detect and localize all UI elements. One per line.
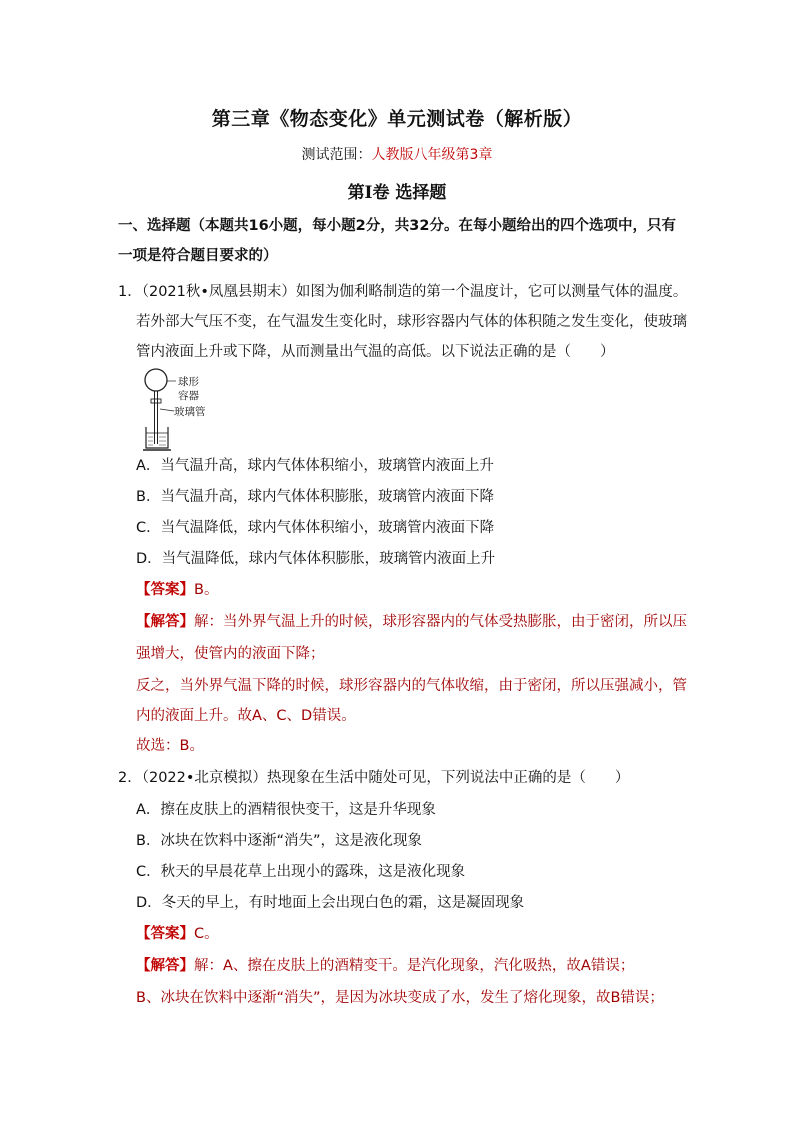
q2-analysis-line-2: B、冰块在饮料中逐渐“消失”，是因为冰块变成了水，发生了熔化现象，故B错误； [136,990,664,1006]
q2-option-a: A．擦在皮肤上的酒精很快变干，这是升华现象 [136,802,436,818]
q2-answer-tag: 【答案】 [136,926,194,942]
q1-analysis-line-2: 强增大，使管内的液面下降； [136,646,325,662]
figure-label-container: 容器 [178,390,199,402]
q2-answer [136,924,219,944]
q1-stem-line-2: 若外部大气压不变，在气温发生变化时，球形容器内气体的体积随之发生变化，使玻璃 [136,314,687,330]
q2-analysis-tag: 【解答】 [136,958,194,974]
q1-analysis-tag: 【解答】 [136,614,194,630]
q1-answer [136,580,218,600]
q1-conclusion: 故选：B。 [136,738,204,754]
q1-option-b: B．当气温升高，球内气体体积膨胀，玻璃管内液面下降 [136,489,494,505]
test-scope [0,144,794,164]
label-leader-tube [160,409,174,411]
q1-analysis-line-1 [136,612,687,632]
q2-analysis-text-1: 解：A、擦在皮肤上的酒精变干。是汽化现象，汽化吸热，故A错误； [194,958,635,974]
q2-answer-value: C。 [194,926,219,942]
document-title: 第三章《物态变化》单元测试卷（解析版） [211,108,583,130]
figure-label-sphere: 球形 [178,376,199,388]
section-instructions-line-2: 一项是符合题目要求的） [118,248,278,264]
q1-analysis-text-1: 解：当外界气温上升的时候，球形容器内的气体受热膨胀，由于密闭，所以压 [194,614,687,630]
volume-title: 第Ⅰ卷 选择题 [347,183,447,203]
bulb-container [145,369,167,391]
q1-option-c: C．当气温降低，球内气体体积缩小，玻璃管内液面下降 [136,520,495,536]
section-instructions-line-1: 一、选择题（本题共16小题，每小题2分，共32分。在每小题给出的四个选项中，只有 [118,218,676,234]
q2-option-d: D．冬天的早上，有时地面上会出现白色的霜，这是凝固现象 [136,895,525,911]
tube-clamp [151,399,161,403]
q1-analysis-line-4: 内的液面上升。故A、C、D错误。 [136,708,356,724]
q2-stem: 2．（2022•北京模拟）热现象在生活中随处可见，下列说法中正确的是（ ） [118,770,630,786]
q2-analysis-line-1 [136,956,634,976]
q2-option-c: C．秋天的早晨花草上出现小的露珠，这是液化现象 [136,864,466,880]
thermometer-figure [140,367,220,453]
q1-answer-tag: 【答案】 [136,582,194,598]
scope-value: 人教版八年级第3章 [371,147,493,163]
q1-option-d: D．当气温降低，球内气体体积膨胀，玻璃管内液面上升 [136,551,496,567]
scope-label: 测试范围： [301,147,372,163]
figure-label-glass-tube: 玻璃管 [174,406,206,418]
q1-stem-line-1: 1．（2021秋•凤凰县期末）如图为伽利略制造的第一个温度计，它可以测量气体的温度。 [118,284,688,300]
q2-option-b: B．冰块在饮料中逐渐“消失”，这是液化现象 [136,833,422,849]
q1-answer-value: B。 [194,582,219,598]
q1-analysis-line-3: 反之，当外界气温下降的时候，球形容器内的气体收缩，由于密闭，所以压强减小，管 [136,678,687,694]
q1-stem-line-3: 管内液面上升或下降，从而测量出气温的高低。以下说法正确的是（ ） [136,344,615,360]
q1-option-a: A．当气温升高，球内气体体积缩小，玻璃管内液面上升 [136,458,494,474]
